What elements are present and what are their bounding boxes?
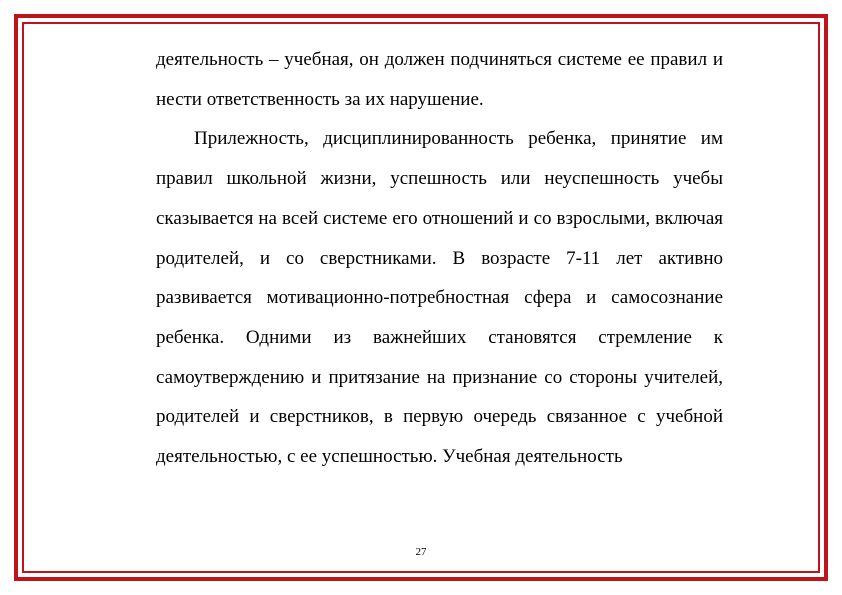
paragraph-continuation: деятельность – учебная, он должен подчиняться системе ее правил и нести ответственность за их нарушение.: [156, 49, 723, 110]
paragraph-main: Прилежность, дисциплинированность ребенка, принятие им правил школьной жизни, успешность или неуспешность учебы сказывается на всей системе его отношений и со взрослыми, включая родителей, и со сверстниками. В возрасте 7-11 лет активно развивается мотивационно-потребностная сфера и самосознание ребенка. Одними из важнейших становятся стремление к самоутверждению и притязание на признание со стороны учителей, родителей и сверстников, в первую очередь связанное с учебной деятельностью, с ее успешностью. Учебная деятельность: [156, 128, 723, 468]
page-number: 27: [415, 546, 427, 558]
document-body: [156, 40, 723, 477]
